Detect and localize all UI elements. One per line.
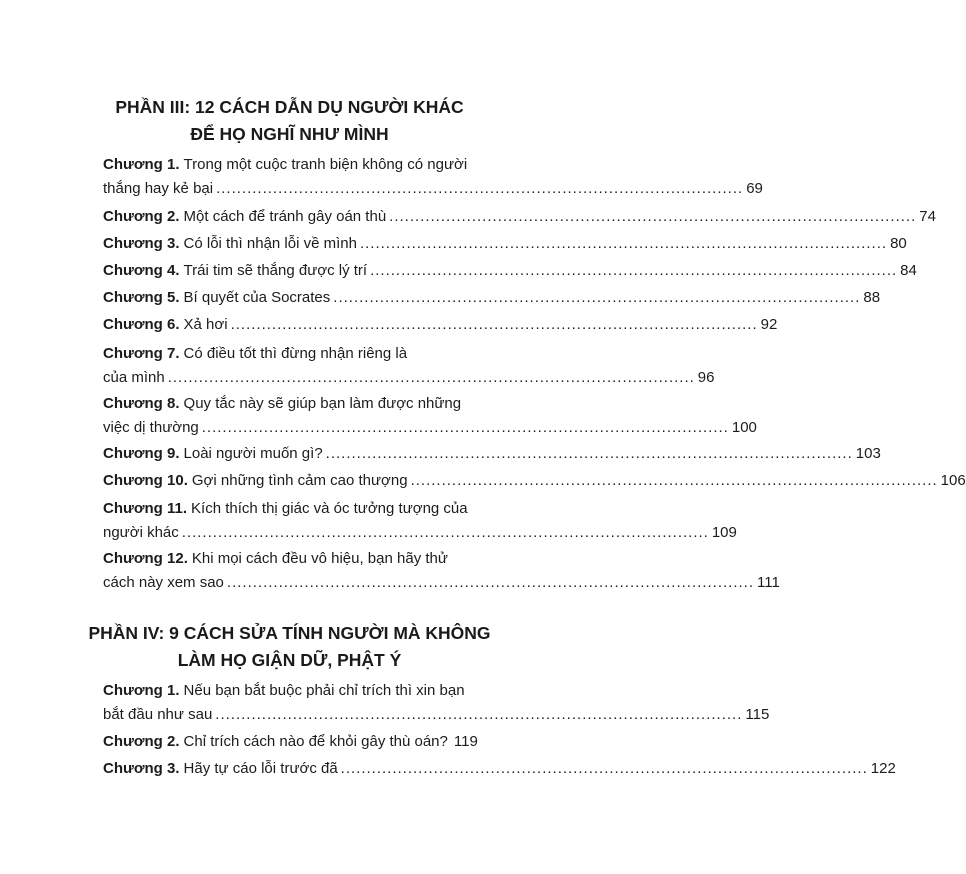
page-number: 69 xyxy=(746,180,763,197)
chapter-title-cont: cách này xem sao xyxy=(103,574,224,591)
toc-entry[interactable] xyxy=(103,342,715,390)
chapter-title: Chỉ trích cách nào để khỏi gây thù oán? xyxy=(183,733,448,750)
chapter-label: Chương 3. xyxy=(103,760,180,777)
chapter-label: Chương 12. xyxy=(103,550,188,567)
toc-entry[interactable] xyxy=(103,497,737,545)
chapter-title: Quy tắc này sẽ giúp bạn làm được những xyxy=(183,395,462,412)
chapter-title-cont: người khác xyxy=(103,524,179,541)
toc-entry[interactable] xyxy=(103,730,478,754)
toc-entry[interactable] xyxy=(103,153,763,201)
chapter-label: Chương 1. xyxy=(103,682,180,699)
chapter-title: Khi mọi cách đều vô hiệu, bạn hãy thử xyxy=(191,550,448,567)
toc-entry[interactable] xyxy=(103,313,778,337)
dot-leader: ...................................................................................................... xyxy=(389,208,917,225)
chapter-title: Có lỗi thì nhận lỗi về mình xyxy=(183,235,357,252)
chapter-title: Kích thích thị giác và óc tưởng tượng của xyxy=(191,500,468,517)
toc-entry[interactable] xyxy=(103,442,881,466)
chapter-title: Loài người muốn gì? xyxy=(183,445,323,462)
toc-entry[interactable] xyxy=(103,259,917,283)
toc-entry[interactable] xyxy=(103,547,780,595)
dot-leader: ...................................................................................................... xyxy=(325,445,853,462)
page-number: 122 xyxy=(870,760,896,777)
dot-leader: ...................................................................................................... xyxy=(359,235,888,252)
page-number: 111 xyxy=(757,574,780,591)
chapter-title: Gợi những tình cảm cao thượng xyxy=(191,472,408,489)
page-number: 80 xyxy=(890,235,907,252)
chapter-title-cont: bắt đầu như sau xyxy=(103,706,213,723)
dot-leader: ...................................................................................................... xyxy=(167,369,695,386)
toc-entry[interactable] xyxy=(103,205,936,229)
chapter-title: Nếu bạn bắt buộc phải chỉ trích thì xin bạn xyxy=(183,682,465,699)
chapter-title: Có điều tốt thì đừng nhận riêng là xyxy=(183,345,408,362)
page-number: 109 xyxy=(711,524,737,541)
chapter-title-cont: của mình xyxy=(103,369,165,386)
dot-leader: ...................................................................................................... xyxy=(230,316,758,333)
chapter-title-cont: việc dị thường xyxy=(103,419,199,436)
toc-entry[interactable] xyxy=(103,679,770,727)
page-number: 92 xyxy=(760,316,778,333)
chapter-title: Một cách để tránh gây oán thù xyxy=(183,208,387,225)
part4-title-line1: PHẦN IV: 9 CÁCH SỬA TÍNH NGƯỜI MÀ KHÔNG xyxy=(88,623,491,643)
dot-leader: ...................................................................................................... xyxy=(215,706,743,723)
dot-leader: ...................................................................................................... xyxy=(340,760,868,777)
chapter-label: Chương 9. xyxy=(103,445,180,462)
page-number: 115 xyxy=(745,706,770,723)
dot-leader: ...................................................................................................... xyxy=(333,289,861,306)
page-number: 88 xyxy=(863,289,881,306)
chapter-title: Bí quyết của Socrates xyxy=(183,289,331,306)
part4-title-line2: LÀM HỌ GIẬN DỮ, PHẬT Ý xyxy=(177,650,402,670)
page-number: 74 xyxy=(919,208,936,225)
chapter-label: Chương 1. xyxy=(103,156,180,173)
chapter-label: Chương 8. xyxy=(103,395,180,412)
dot-leader: ...................................................................................................... xyxy=(410,472,938,489)
dot-leader: ...................................................................................................... xyxy=(370,262,898,279)
chapter-label: Chương 5. xyxy=(103,289,180,306)
chapter-label: Chương 3. xyxy=(103,235,180,252)
page-number: 106 xyxy=(940,472,966,489)
part3-title-line2: ĐỂ HỌ NGHĨ NHƯ MÌNH xyxy=(190,124,389,144)
toc-entry[interactable] xyxy=(103,232,907,256)
chapter-label: Chương 6. xyxy=(103,316,180,333)
part4-title xyxy=(0,620,579,674)
chapter-label: Chương 7. xyxy=(103,345,180,362)
chapter-label: Chương 10. xyxy=(103,472,188,489)
dot-leader: ...................................................................................................... xyxy=(216,180,744,197)
toc-entry[interactable] xyxy=(103,757,896,781)
chapter-label: Chương 2. xyxy=(103,208,180,225)
page-number: 119 xyxy=(453,733,478,750)
chapter-title: Hãy tự cáo lỗi trước đã xyxy=(183,760,338,777)
toc-entry[interactable] xyxy=(103,469,966,493)
part3-title xyxy=(0,94,579,148)
dot-leader: ...................................................................................................... xyxy=(181,524,709,541)
chapter-title-cont: thắng hay kẻ bại xyxy=(103,180,214,197)
chapter-title: Trái tim sẽ thắng được lý trí xyxy=(183,262,368,279)
dot-leader: ...................................................................................................... xyxy=(201,419,729,436)
chapter-label: Chương 4. xyxy=(103,262,180,279)
page-number: 84 xyxy=(900,262,917,279)
page-number: 96 xyxy=(697,369,715,386)
toc-entry[interactable] xyxy=(103,286,881,310)
dot-leader: ...................................................................................................... xyxy=(226,574,754,591)
chapter-label: Chương 2. xyxy=(103,733,180,750)
chapter-label: Chương 11. xyxy=(103,500,188,517)
chapter-title: Trong một cuộc tranh biện không có người xyxy=(183,156,468,173)
toc-entry[interactable] xyxy=(103,392,757,440)
page-number: 103 xyxy=(855,445,881,462)
part3-title-line1: PHẦN III: 12 CÁCH DẪN DỤ NGƯỜI KHÁC xyxy=(115,97,464,117)
chapter-title: Xả hơi xyxy=(183,316,228,333)
page-number: 100 xyxy=(731,419,757,436)
